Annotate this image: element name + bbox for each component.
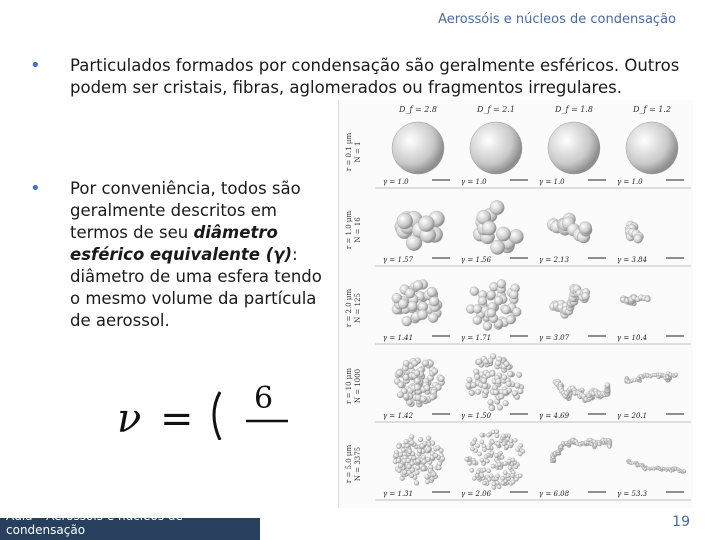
particle-monomer [515, 383, 521, 389]
particle-monomer [494, 453, 498, 457]
gamma-label: γ = 10.4 [617, 334, 648, 342]
volume-formula [112, 380, 297, 440]
particle-monomer [482, 383, 488, 389]
gamma-label: γ = 1.56 [461, 256, 492, 264]
particle-monomer [418, 437, 423, 442]
particle-monomer [486, 433, 490, 437]
gamma-label: γ = 1.50 [461, 412, 492, 420]
particle-monomer [436, 445, 441, 450]
particle-monomer [426, 447, 431, 452]
column-header: D_f = 2.8 [399, 105, 437, 114]
gamma-label: γ = 53.3 [617, 490, 648, 498]
particle-monomer [478, 297, 487, 306]
particle-monomer [432, 368, 438, 374]
particle-monomer [433, 453, 438, 458]
particle-monomer [414, 481, 419, 486]
particle-monomer [476, 359, 482, 365]
particle-monomer [476, 470, 480, 474]
particle-monomer [634, 235, 643, 244]
particle-monomer [487, 290, 496, 299]
page-number: 19 [672, 514, 690, 530]
gamma-label: γ = 2.13 [539, 256, 570, 264]
particle-monomer [608, 445, 612, 449]
particle-monomer [475, 389, 481, 395]
particle-monomer [472, 461, 476, 465]
particle-monomer [490, 440, 494, 444]
particle-monomer [501, 375, 507, 381]
particle-monomer [422, 360, 428, 366]
row-label: N = 3375 [354, 446, 362, 482]
particle-monomer [440, 456, 445, 461]
particle-monomer [414, 370, 420, 376]
bullet-condensation [30, 55, 690, 99]
particle-monomer [506, 315, 515, 324]
particle-monomer [487, 469, 491, 473]
particle-monomer [579, 222, 592, 235]
particle-monomer [407, 301, 417, 311]
particle-monomer [398, 382, 404, 388]
particle-monomer [413, 280, 423, 290]
particle-monomer [467, 377, 473, 383]
particle-monomer [486, 446, 490, 450]
particle-monomer [497, 485, 501, 489]
particle-monomer [417, 448, 422, 453]
gamma-label: γ = 1.41 [383, 334, 414, 342]
particle-monomer [507, 459, 511, 463]
formula-lhs: ν [117, 396, 142, 440]
particle-monomer [493, 389, 499, 395]
column-header: D_f = 2.1 [477, 105, 515, 114]
emphasis-close: ) [284, 245, 293, 264]
particle-monomer [407, 449, 412, 454]
particle-monomer [509, 229, 523, 243]
footer-text: Aula – Aerossóis e núcleos de condensação [6, 509, 183, 537]
row-label: r = 5.0 μm [345, 444, 353, 484]
row-label: N = 1000 [354, 368, 362, 404]
particle-monomer [421, 455, 426, 460]
particle-monomer [509, 290, 518, 299]
particle-monomer [490, 371, 496, 377]
particle-monomer [497, 279, 506, 288]
particle-monomer [503, 471, 507, 475]
particle-monomer [409, 473, 414, 478]
particle-monomer [437, 465, 442, 470]
particle-monomer [496, 227, 510, 241]
particle-monomer [398, 463, 403, 468]
particle-monomer [502, 389, 508, 395]
gamma-label: γ = 20.1 [617, 412, 648, 420]
bullet-text: Particulados formados por condensação são geralmente esféricos. Outros podem ser cristais, fibras, aglomerados ou fragmentos irregulares. [70, 56, 680, 97]
aggregate-figure [338, 100, 693, 508]
row-label: N = 125 [354, 293, 362, 323]
particle-monomer [420, 444, 425, 449]
particle-monomer [403, 360, 409, 366]
particle-monomer [513, 438, 517, 442]
particle-monomer [471, 382, 477, 388]
particle-monomer [414, 378, 420, 384]
particle-monomer [438, 376, 444, 382]
particle-monomer [490, 200, 504, 214]
particle-monomer [405, 288, 415, 298]
particle-monomer [394, 453, 399, 458]
particle-monomer [473, 369, 479, 375]
gamma-label: γ = 1.57 [383, 256, 414, 264]
particle-monomer [518, 388, 524, 394]
particle-sphere [392, 122, 444, 174]
particle-monomer [495, 430, 499, 434]
particle-monomer [412, 360, 418, 366]
particle-monomer [397, 444, 402, 449]
particle-monomer [416, 459, 421, 464]
particle-monomer [418, 310, 428, 320]
particle-monomer [503, 400, 509, 406]
bullet-text-start: Por conveniência, todos são geralmente descritos em termos de seu [70, 179, 301, 242]
particle-monomer [487, 477, 491, 481]
particle-monomer [415, 465, 420, 470]
particle-monomer [481, 378, 487, 384]
particle-monomer [683, 470, 686, 473]
particle-monomer [582, 292, 590, 300]
particle-monomer [605, 383, 610, 388]
particle-monomer [516, 372, 522, 378]
particle-monomer [483, 389, 489, 395]
bullet-text-end: : diâmetro de uma esfera tendo o mesmo volume da partícula de aerossol. [70, 245, 322, 330]
gamma-label: γ = 1.0 [617, 178, 643, 186]
particle-monomer [501, 476, 505, 480]
particle-monomer [492, 482, 496, 486]
particle-monomer [674, 373, 678, 377]
particle-monomer [480, 433, 484, 437]
gamma-label: γ = 1.31 [383, 490, 414, 498]
particle-monomer [426, 436, 431, 441]
bullet-equivalent-diameter [30, 178, 330, 332]
gamma-label: γ = 1.71 [461, 334, 492, 342]
particle-monomer [410, 461, 415, 466]
gamma-label: γ = 3.84 [617, 256, 648, 264]
formula-numerator: 6 [254, 381, 274, 416]
particle-monomer [396, 458, 401, 463]
row-label: N = 1 [354, 141, 362, 163]
particle-monomer [470, 468, 474, 472]
particle-monomer [490, 240, 504, 254]
particle-monomer [465, 457, 469, 461]
particle-monomer [410, 468, 415, 473]
particle-monomer [503, 462, 507, 466]
particle-monomer [645, 296, 651, 302]
particle-monomer [483, 322, 492, 331]
particle-monomer [469, 390, 475, 396]
particle-monomer [506, 381, 512, 387]
particle-monomer [397, 392, 403, 398]
particle-monomer [427, 287, 437, 297]
particle-monomer [428, 313, 438, 323]
formula-paren [214, 392, 220, 440]
particle-monomer [473, 316, 482, 325]
particle-monomer [403, 393, 409, 399]
particle-monomer [495, 434, 499, 438]
particle-monomer [514, 465, 518, 469]
particle-monomer [501, 434, 505, 438]
particle-monomer [489, 405, 495, 411]
particle-monomer [511, 480, 515, 484]
formula-equals: = [160, 396, 194, 440]
slide-header: Aerossóis e núcleos de condensação [438, 12, 676, 27]
particle-monomer [518, 452, 522, 456]
particle-monomer [482, 447, 486, 451]
particle-monomer [402, 470, 407, 475]
particle-monomer [507, 371, 513, 377]
particle-monomer [410, 440, 415, 445]
gamma-label: γ = 1.42 [383, 412, 414, 420]
gamma-label: γ = 4.69 [539, 412, 570, 420]
particle-monomer [471, 441, 475, 445]
particle-monomer [470, 447, 474, 451]
particle-monomer [502, 442, 506, 446]
particle-monomer [482, 468, 486, 472]
particle-monomer [512, 390, 518, 396]
row-label: r = 1.0 μm [345, 210, 353, 250]
particle-monomer [487, 308, 496, 317]
particle-monomer [509, 439, 513, 443]
particle-monomer [477, 452, 481, 456]
particle-sphere [470, 122, 522, 174]
particle-monomer [482, 481, 486, 485]
particle-monomer [484, 455, 488, 459]
particle-monomer [401, 448, 406, 453]
bullet-marker: • [30, 55, 41, 76]
particle-monomer [429, 394, 435, 400]
particle-monomer [404, 439, 409, 444]
particle-monomer [398, 452, 403, 457]
particle-monomer [480, 440, 484, 444]
bullet-marker: • [30, 178, 41, 199]
particle-monomer [482, 221, 496, 235]
particle-sphere [626, 122, 678, 174]
column-header: D_f = 1.2 [633, 105, 671, 114]
particle-monomer [488, 399, 494, 405]
particle-monomer [424, 385, 430, 391]
particle-monomer [476, 444, 480, 448]
particle-monomer [402, 316, 412, 326]
particle-monomer [494, 296, 503, 305]
particle-monomer [421, 466, 426, 471]
emphasis-term: diâmetro esférico equivalente ( [70, 223, 278, 264]
particle-monomer [496, 474, 500, 478]
particle-monomer [398, 299, 408, 309]
particle-monomer [474, 374, 480, 380]
particle-monomer [496, 379, 502, 385]
particle-monomer [403, 374, 409, 380]
particle-monomer [508, 466, 512, 470]
gamma-label: γ = 3.07 [539, 334, 570, 342]
particle-monomer [510, 473, 514, 477]
particle-monomer [425, 475, 430, 480]
particle-monomer [480, 458, 484, 462]
particle-sphere [548, 122, 600, 174]
row-label: r = 2.0 μm [345, 288, 353, 328]
row-label: r = 10 μm [345, 368, 353, 404]
particle-monomer [497, 462, 501, 466]
particle-monomer [501, 481, 505, 485]
particle-monomer [409, 434, 414, 439]
particle-monomer [495, 361, 501, 367]
particle-monomer [429, 296, 439, 306]
row-label: N = 16 [354, 217, 362, 243]
particle-monomer [519, 443, 523, 447]
particle-monomer [422, 459, 427, 464]
gamma-symbol: γ [273, 245, 285, 264]
gamma-label: γ = 2.06 [461, 490, 492, 498]
gamma-label: γ = 1.0 [383, 178, 409, 186]
particle-monomer [397, 213, 413, 229]
particle-monomer [516, 447, 520, 451]
particle-monomer [490, 451, 494, 455]
particle-monomer [396, 370, 402, 376]
particle-monomer [431, 472, 436, 477]
particle-monomer [504, 361, 510, 367]
row-label: r = 0.1 μm [345, 132, 353, 172]
particle-monomer [473, 305, 482, 314]
column-header: D_f = 1.8 [555, 105, 593, 114]
particle-monomer [483, 359, 489, 365]
particle-monomer [497, 405, 503, 411]
particle-monomer [415, 470, 420, 475]
particle-monomer [491, 464, 495, 468]
particle-monomer [502, 305, 511, 314]
particle-monomer [420, 396, 426, 402]
footer-bar [0, 509, 260, 540]
particle-monomer [496, 442, 500, 446]
particle-monomer [518, 474, 522, 478]
particle-monomer [414, 384, 420, 390]
gamma-label: γ = 6.08 [539, 490, 570, 498]
particle-monomer [470, 287, 479, 296]
gamma-label: γ = 1.0 [539, 178, 565, 186]
particle-monomer [419, 216, 435, 232]
gamma-label: γ = 1.0 [461, 178, 487, 186]
